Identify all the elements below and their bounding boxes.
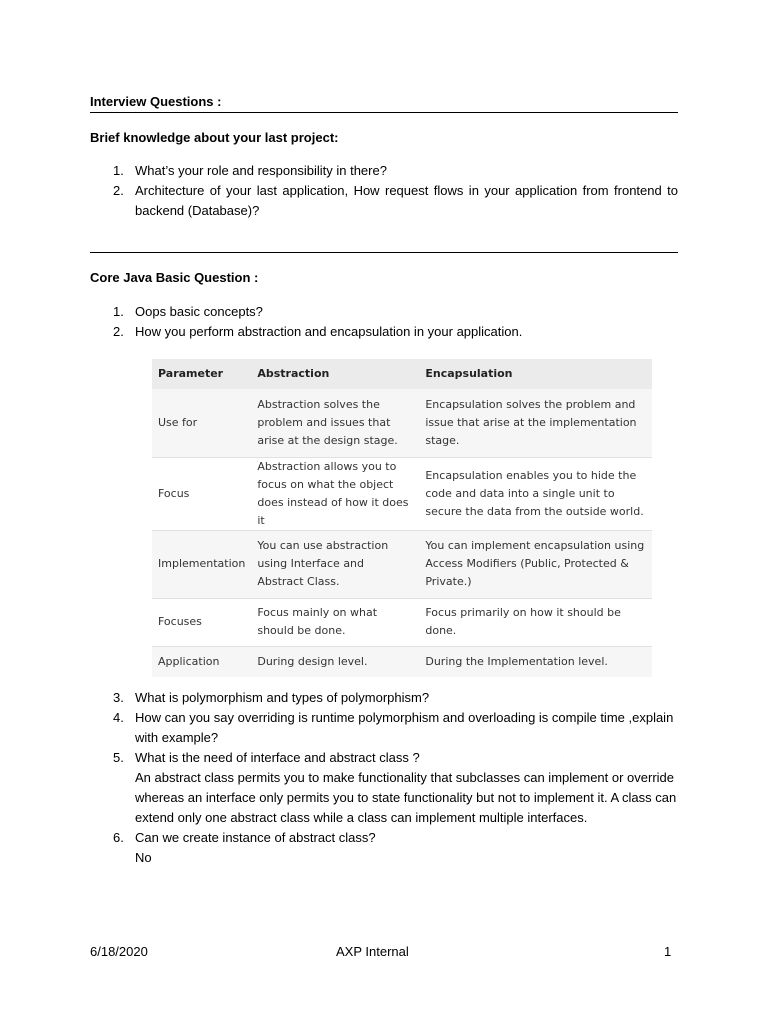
page-heading: Interview Questions : bbox=[90, 94, 222, 109]
table-header-row bbox=[152, 359, 652, 389]
table-row bbox=[152, 457, 652, 530]
table-header: Encapsulation bbox=[419, 359, 652, 389]
answer-text: An abstract class permits you to make functionality that subclasses can implement or override whereas an interface only permits you to state functionality but not to implement it. A class can extend only one abstract class while a class can implement multiple interfaces. bbox=[135, 770, 677, 825]
section-divider bbox=[90, 252, 678, 253]
list-item: 1. Oops basic concepts? bbox=[113, 304, 263, 319]
table-row bbox=[152, 389, 652, 457]
table-cell: Focuses bbox=[158, 615, 202, 628]
list-item: 3. What is polymorphism and types of polymorphism? bbox=[113, 690, 430, 705]
table-cell: During the Implementation level. bbox=[419, 646, 652, 677]
table-cell: Use for bbox=[152, 389, 251, 457]
table-cell: Encapsulation enables you to hide the code and data into a single unit to secure the data from the outside world. bbox=[425, 468, 644, 518]
heading-divider bbox=[90, 112, 678, 113]
footer-page-number: 1 bbox=[664, 944, 672, 959]
table-cell: Encapsulation solves the problem and issue that arise at the implementation stage. bbox=[419, 389, 652, 457]
table-row bbox=[152, 598, 652, 646]
table-cell: Focus bbox=[158, 486, 190, 500]
list-item: 4. How can you say overriding is runtime polymorphism and overloading is compile time ,explain with example? bbox=[113, 710, 674, 745]
comparison-table bbox=[152, 359, 652, 677]
answer-text: No bbox=[135, 850, 152, 865]
table-cell: Implementation bbox=[152, 530, 251, 598]
table-row bbox=[152, 646, 652, 677]
table-header: Abstraction bbox=[251, 359, 419, 389]
list-item: 1. What’s your role and responsibility in there? bbox=[113, 163, 387, 178]
table-cell: Abstraction solves the problem and issues that arise at the design stage. bbox=[251, 389, 419, 457]
table-cell: Focus primarily on how it should be done. bbox=[425, 606, 621, 637]
table-cell: Abstraction allows you to focus on what the object does instead of how it does it bbox=[257, 459, 409, 527]
list-item: 2. Architecture of your last application, How request flows in your application from frontend to backend (Database)? bbox=[113, 183, 678, 218]
table-cell: During design level. bbox=[251, 646, 419, 677]
section1-title: Brief knowledge about your last project: bbox=[90, 130, 339, 145]
list-item: 5. What is the need of interface and abstract class ? An abstract class permits you to make functionality that subclasses can implement or override whereas an interface only permits you to state functionality but not to implement it. A class can extend only one abstract class while a class can implement multiple interfaces. bbox=[113, 748, 678, 828]
table-header: Parameter bbox=[152, 359, 251, 389]
table-cell: You can implement encapsulation using Access Modifiers (Public, Protected & Private.) bbox=[419, 530, 652, 598]
list-item: 2. How you perform abstraction and encapsulation in your application. bbox=[113, 324, 523, 339]
list-item: 6. Can we create instance of abstract class? No bbox=[113, 828, 678, 868]
table-cell: Application bbox=[152, 646, 251, 677]
footer-date: 6/18/2020 bbox=[90, 944, 148, 959]
table-cell: Focus mainly on what should be done. bbox=[257, 606, 378, 637]
table-cell: You can use abstraction using Interface and Abstract Class. bbox=[251, 530, 419, 598]
section2-title: Core Java Basic Question : bbox=[90, 270, 259, 285]
footer-label: AXP Internal bbox=[336, 944, 409, 959]
table-row bbox=[152, 530, 652, 598]
